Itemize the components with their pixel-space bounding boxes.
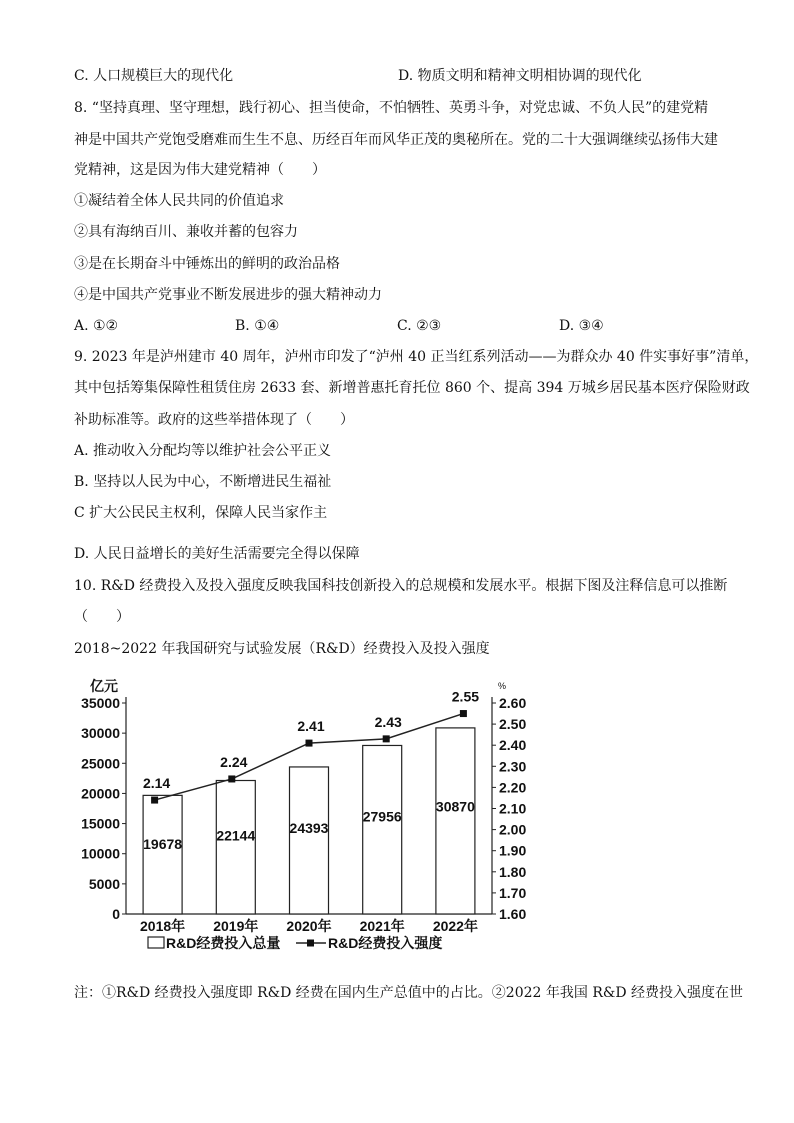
bar: [216, 781, 255, 914]
right-axis-tick-label: 1.90: [499, 842, 527, 859]
bar-value-label: 19678: [143, 835, 183, 852]
line-value-label: 2.24: [220, 753, 248, 770]
right-axis-tick-label: 2.00: [499, 821, 527, 838]
legend-line-marker: [307, 940, 314, 947]
q7-option-c: C. 人口规模巨大的现代化: [74, 68, 234, 84]
right-axis-tick-label: 2.40: [499, 737, 527, 754]
line-point: [383, 735, 390, 742]
left-axis-unit: 亿元: [90, 678, 118, 694]
left-axis-tick-label: 35000: [81, 695, 120, 711]
right-axis-tick-label: 2.30: [499, 758, 527, 775]
q8-option-c: C. ②③: [397, 318, 442, 334]
q9-option-a: A. 推动收入分配均等以维护社会公平正义: [74, 443, 332, 459]
right-axis-tick-label: 1.60: [499, 906, 527, 922]
line-value-label: 2.14: [142, 775, 171, 792]
bar-value-label: 22144: [216, 827, 256, 844]
left-axis-tick-label: 5000: [88, 875, 120, 892]
q9-option-b: B. 坚持以人民为中心，不断增进民生福祉: [74, 474, 332, 490]
left-axis-tick-label: 30000: [81, 725, 120, 742]
right-axis-tick-label: 2.20: [499, 779, 527, 796]
q8-option-d: D. ③④: [559, 318, 604, 334]
right-axis-tick-label: 2.10: [499, 800, 527, 817]
line-point: [228, 775, 235, 782]
q10-stem-line-2: （ ）: [74, 609, 130, 625]
right-axis-tick-label: 2.60: [499, 695, 527, 711]
left-axis-tick-label: 20000: [81, 785, 120, 802]
q8-stem-line-1: 8. “坚持真理、坚守理想，践行初心、担当使命，不怕牺牲、英勇斗争，对党忠诚、不负人民”的建党精: [74, 100, 709, 116]
x-tick-label: 2018年: [140, 918, 186, 934]
right-axis-tick-label: 1.80: [499, 863, 527, 880]
line-point: [306, 740, 313, 747]
bar: [290, 767, 329, 914]
q8-option-b: B. ①④: [235, 318, 280, 334]
q9-stem-line-2: 其中包括筹集保障性租赁住房 2633 套、新增普惠托育托位 860 个、提高 394 万城乡居民基本医疗保险财政: [74, 380, 750, 396]
left-axis-tick-label: 15000: [81, 815, 120, 832]
right-axis-tick-label: 1.70: [499, 884, 527, 901]
q9-option-c: C 扩大公民民主权利，保障人民当家作主: [74, 505, 328, 521]
q9-option-d: D. 人民日益增长的美好生活需要完全得以保障: [74, 546, 360, 562]
rd-chart: [60, 670, 540, 965]
q10-stem-line-1: 10. R&D 经费投入及投入强度反映我国科技创新投入的总规模和发展水平。根据下图及注释信息可以推断: [74, 578, 728, 594]
x-tick-label: 2020年: [286, 918, 332, 934]
right-axis-tick-label: 2.50: [499, 716, 527, 733]
line-value-label: 2.41: [297, 718, 325, 735]
q9-stem-line-1: 9. 2023 年是泸州建市 40 周年，泸州市印发了“泸州 40 正当红系列活动——为群众办 40 件实事好事”清单，: [74, 349, 759, 365]
left-axis-tick-label: 0: [112, 906, 120, 922]
left-axis-tick-label: 25000: [81, 755, 120, 772]
q9-stem-line-3: 补助标准等。政府的这些举措体现了（ ）: [74, 412, 354, 428]
legend-line-label: R&D经费投入强度: [328, 935, 443, 951]
line-point: [460, 710, 467, 717]
legend-bar-label: R&D经费投入总量: [166, 935, 281, 951]
bar-value-label: 30870: [435, 798, 475, 815]
right-axis-unit: %: [497, 681, 507, 691]
line-value-label: 2.55: [451, 688, 480, 705]
q8-stem-line-2: 神是中国共产党饱受磨难而生生不息、历经百年而风华正茂的奥秘所在。党的二十大强调继续弘扬伟大建: [74, 132, 718, 148]
line-point: [151, 797, 158, 804]
q8-item-4: ④是中国共产党事业不断发展进步的强大精神动力: [74, 287, 382, 303]
q8-item-2: ②具有海纳百川、兼收并蓄的包容力: [74, 224, 298, 240]
q8-stem-line-3: 党精神，这是因为伟大建党精神（ ）: [74, 162, 326, 178]
bar-value-label: 24393: [289, 820, 329, 837]
bar-value-label: 27956: [362, 808, 402, 825]
q10-note: 注：①R&D 经费投入强度即 R&D 经费在国内生产总值中的占比。②2022 年我国 R&D 经费投入强度在世: [74, 985, 744, 1001]
q10-chart-title: 2018~2022 年我国研究与试验发展（R&D）经费投入及投入强度: [74, 641, 490, 657]
bar: [436, 728, 475, 914]
q7-option-d: D. 物质文明和精神文明相协调的现代化: [398, 68, 642, 84]
left-axis-tick-label: 10000: [81, 845, 120, 862]
x-tick-label: 2022年: [432, 918, 478, 934]
x-tick-label: 2021年: [359, 918, 405, 934]
bar: [143, 795, 182, 914]
line-value-label: 2.43: [374, 713, 402, 730]
bar: [363, 745, 402, 914]
legend-bar-swatch: [148, 937, 164, 948]
q8-item-3: ③是在长期奋斗中锤炼出的鲜明的政治品格: [74, 256, 340, 272]
q8-option-a: A. ①②: [74, 318, 119, 334]
q8-item-1: ①凝结着全体人民共同的价值追求: [74, 193, 284, 209]
x-tick-label: 2019年: [213, 918, 259, 934]
